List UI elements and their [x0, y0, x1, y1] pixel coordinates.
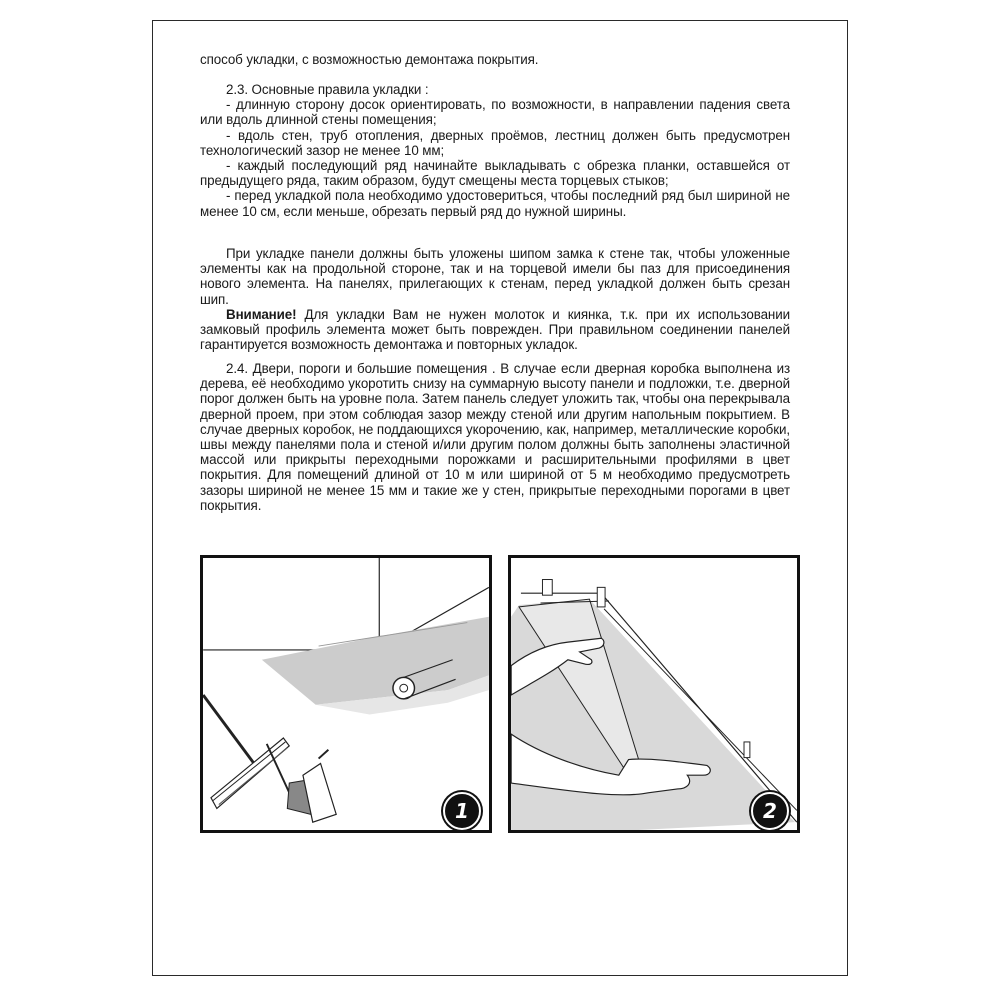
rule-item: - каждый последующий ряд начинайте выкладывать с обрезка планки, оставшейся от предыдущего ряда, таким образом, будут смещены места торцевых стыков;	[200, 158, 790, 189]
document-body	[200, 52, 790, 67]
section-2-4-paragraph: 2.4. Двери, пороги и большие помещения . В случае если дверная коробка выполнена из дерева, её необходимо укоротить снизу на суммарную высоту панели и подложки, т.е. дверной порог должен быть на уровне пола. Затем панель следует уложить так, чтобы она перекрывала дверной проем, при этом соблюдая зазор между стеной или другим напольным покрытием. В случае дверных коробок, не поддающихся укорочению, как, например, металлические коробки, швы между панелями пола и стеной и/или другим полом должны быть заполнены эластичной массой или прикрыты переходными порожками и расширительными профилями в цвет покрытия. Для помещений длиной от 10 м или шириной от 5 м необходимо предусмотреть зазоры шириной не менее 15 мм и такие же у стен, прикрытые переходными порогами в цвет покрытия.	[200, 361, 790, 513]
warning-paragraph	[200, 307, 790, 353]
section-2-3-heading: 2.3. Основные правила укладки :	[226, 82, 429, 97]
section-2-4	[200, 361, 790, 513]
underlay-rolling-and-sweeping-illustration	[203, 558, 489, 830]
figure-1	[200, 555, 492, 833]
figure-1-number-badge: 1	[443, 792, 481, 830]
warning-label: Внимание!	[226, 306, 297, 322]
laying-section	[200, 246, 790, 352]
rule-item: - вдоль стен, труб отопления, дверных проёмов, лестниц должен быть предусмотрен технологический зазор не менее 10 мм;	[200, 127, 790, 158]
intro-line: способ укладки, с возможностью демонтажа покрытия.	[200, 52, 539, 67]
panel-laying-with-hands-illustration	[511, 558, 797, 830]
figure-2-number-badge: 2	[751, 792, 789, 830]
figure-2	[508, 555, 800, 833]
rule-item: - перед укладкой пола необходимо удостовериться, чтобы последний ряд был шириной не менее 10 см, если меньше, обрезать первый ряд до нужной ширины.	[200, 188, 790, 219]
warning-text: Для укладки Вам не нужен молоток и киянка, т.к. при их использовании замковый профиль элемента может быть поврежден. При правильном соединении панелей гарантируется возможность демонтажа и повторных укладок.	[200, 306, 790, 353]
rule-item: - длинную сторону досок ориентировать, по возможности, в направлении падения света или вдоль длинной стены помещения;	[200, 97, 790, 128]
section-2-3	[200, 82, 790, 219]
laying-paragraph: При укладке панели должны быть уложены шипом замка к стене так, чтобы уложенные элементы как на продольной стороне, так и на торцевой имели бы паз для присоединения нового элемента. На панелях, прилегающих к стенам, перед укладкой должен быть срезан шип.	[200, 246, 790, 307]
